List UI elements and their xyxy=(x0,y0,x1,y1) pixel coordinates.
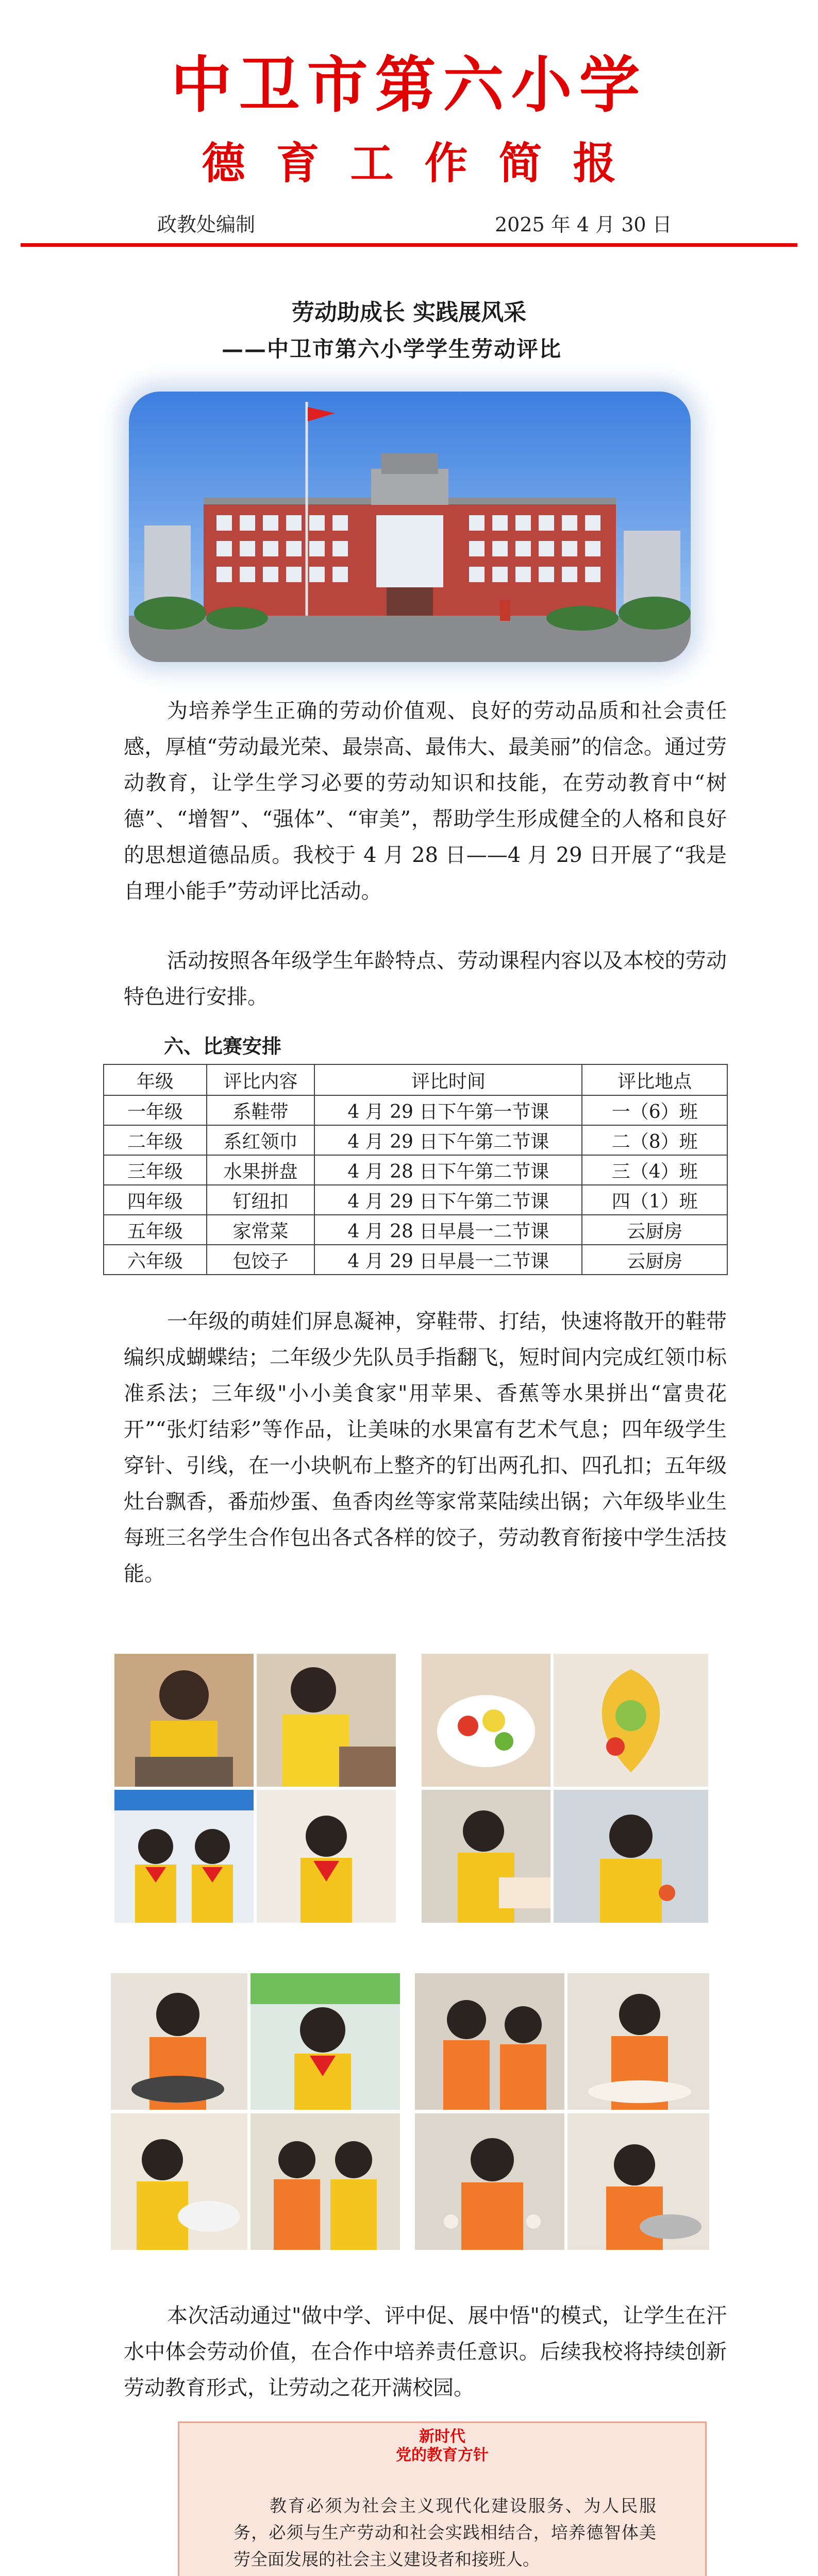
policy-text: 教育必须为社会主义现代化建设服务、为人民服务，必须与生产劳动和社会实践相结合，培养德智体美劳全面发展的社会主义建设者和接班人。 xyxy=(233,2496,656,2569)
table-cell: 五年级 xyxy=(104,1215,207,1245)
photo-button-2 xyxy=(554,1790,708,1923)
policy-label-bottom: 党的教育方针 xyxy=(396,2446,489,2464)
photo-fruit-1 xyxy=(422,1654,550,1787)
issue-date: 2025 年 4 月 30 日 xyxy=(495,213,672,236)
table-cell: 钉纽扣 xyxy=(207,1185,315,1215)
table-cell: 云厨房 xyxy=(582,1215,727,1245)
photo-dumpling-2 xyxy=(567,1973,709,2110)
table-cell: 四年级 xyxy=(104,1185,207,1215)
column-header: 评比内容 xyxy=(207,1064,315,1095)
photo-cooking-3 xyxy=(111,2113,247,2250)
arrangement-paragraph: 活动按照各年级学生年龄特点、劳动课程内容以及本校的劳动特色进行安排。 xyxy=(124,949,727,1009)
photo-dumpling-4 xyxy=(567,2113,709,2250)
column-header: 评比地点 xyxy=(582,1064,727,1095)
school-building-photo xyxy=(129,392,691,662)
table-cell: 四（1）班 xyxy=(582,1185,727,1215)
photo-cooking-1 xyxy=(111,1973,247,2110)
table-row xyxy=(104,1125,727,1155)
policy-label-top: 新时代 xyxy=(419,2428,465,2446)
schedule-heading: 六、比赛安排 xyxy=(164,1035,282,1058)
table-row xyxy=(104,1215,727,1245)
school-name: 中卫市第六小学 xyxy=(171,49,647,121)
table-row xyxy=(104,1155,727,1185)
education-policy-box xyxy=(178,2421,707,2576)
header-divider xyxy=(21,243,797,247)
photo-dumpling-3 xyxy=(415,2113,564,2250)
table-row xyxy=(104,1245,727,1275)
photo-shoelace-1 xyxy=(114,1654,254,1787)
table-cell: 云厨房 xyxy=(582,1245,727,1275)
table-cell: 4 月 29 日下午第一节课 xyxy=(314,1095,582,1125)
table-cell: 三（4）班 xyxy=(582,1155,727,1185)
article-title: 劳动助成长 实践展风采 xyxy=(291,299,527,326)
table-header-row xyxy=(104,1064,727,1095)
photo-redscarf-2 xyxy=(257,1790,396,1923)
photo-cooking-2 xyxy=(251,1973,400,2110)
table-cell: 系红领巾 xyxy=(207,1125,315,1155)
table-cell: 包饺子 xyxy=(207,1245,315,1275)
table-cell: 4 月 28 日下午第二节课 xyxy=(314,1155,582,1185)
photo-button-1 xyxy=(422,1790,550,1923)
photo-fruit-2 xyxy=(554,1654,708,1787)
activity-description: 一年级的萌娃们屏息凝神，穿鞋带、打结，快速将散开的鞋带编织成蝴蝶结；二年级少先队员手指翻飞，短时间内完成红领巾标准系法；三年级"小小美食家"用苹果、香蕉等水果拼出“富贵花开”“张灯结彩”等作品，让美味的水果富有艺术气息；四年级学生穿针、引线，在一小块帆布上整齐的钉出两孔扣、四孔扣；五年级灶台飘香，番茄炒蛋、鱼香肉丝等家常菜陆续出锅；六年级毕业生每班三名学生合作包出各式各样的饺子，劳动教育衔接中学生活技能。 xyxy=(124,1310,727,1586)
table-cell: 系鞋带 xyxy=(207,1095,315,1125)
table-cell: 二（8）班 xyxy=(582,1125,727,1155)
table-row xyxy=(104,1095,727,1125)
intro-paragraph: 为培养学生正确的劳动价值观、良好的劳动品质和社会责任感，厚植“劳动最光荣、最崇高、最伟大、最美丽”的信念。通过劳动教育，让学生学习必要的劳动知识和技能，在劳动教育中“树德”、“增智”、“强体”、“审美”，帮助学生形成健全的人格和良好的思想道德品质。我校于 4 月 28 日——4 月 29 日开展了“我是自理小能手”劳动评比活动。 xyxy=(124,699,727,903)
table-row xyxy=(104,1185,727,1215)
table-cell: 二年级 xyxy=(104,1125,207,1155)
table-cell: 4 月 28 日早晨一二节课 xyxy=(314,1215,582,1245)
photo-dumpling-1 xyxy=(415,1973,564,2110)
photo-cooking-4 xyxy=(251,2113,400,2250)
table-cell: 4 月 29 日早晨一二节课 xyxy=(314,1245,582,1275)
table-cell: 4 月 29 日下午第二节课 xyxy=(314,1185,582,1215)
bulletin-title: 德育工作简报 xyxy=(202,138,647,189)
photo-redscarf-1 xyxy=(114,1790,254,1923)
column-header: 年级 xyxy=(104,1064,207,1095)
table-cell: 一年级 xyxy=(104,1095,207,1125)
table-cell: 六年级 xyxy=(104,1245,207,1275)
table-cell: 一（6）班 xyxy=(582,1095,727,1125)
table-cell: 4 月 29 日下午第二节课 xyxy=(314,1125,582,1155)
editor-label: 政教处编制 xyxy=(157,213,256,236)
photo-shoelace-2 xyxy=(257,1654,396,1787)
table-cell: 水果拼盘 xyxy=(207,1155,315,1185)
closing-paragraph: 本次活动通过"做中学、评中促、展中悟"的模式，让学生在汗水中体会劳动价值，在合作中培养责任意识。后续我校将持续创新劳动教育形式，让劳动之花开满校园。 xyxy=(124,2304,727,2400)
column-header: 评比时间 xyxy=(314,1064,582,1095)
table-cell: 三年级 xyxy=(104,1155,207,1185)
schedule-table xyxy=(103,1064,728,1275)
table-cell: 家常菜 xyxy=(207,1215,315,1245)
article-subtitle: ——中卫市第六小学学生劳动评比 xyxy=(222,336,562,362)
